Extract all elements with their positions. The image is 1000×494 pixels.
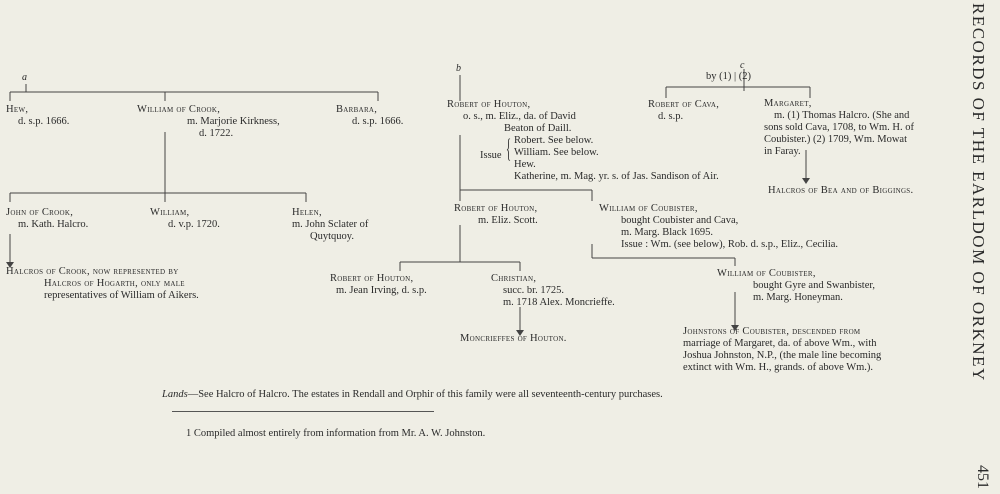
line: Halcros of Crook, now represented by	[6, 266, 179, 277]
line: marriage of Margaret, da. of above Wm., with	[683, 338, 877, 349]
person-name: Margaret,	[764, 98, 812, 109]
person-detail: m. Marg. Honeyman.	[753, 292, 843, 303]
person-name: John of Crook,	[6, 207, 74, 218]
person-name: Robert of Houton,	[454, 203, 538, 214]
branch-label-b: b	[456, 63, 461, 74]
person-detail: m. Kath. Halcro.	[18, 219, 89, 230]
issue-item: William. See below.	[514, 147, 599, 158]
person-margaret	[764, 98, 914, 158]
person-detail: m. 1718 Alex. Moncrieffe.	[503, 297, 615, 308]
person-name: William of Crook,	[137, 104, 221, 115]
person-detail: d. s.p.	[658, 111, 684, 122]
line: extinct with Wm. H., grands. of above Wm.).	[683, 362, 874, 373]
line: representatives of William of Aikers.	[44, 290, 199, 301]
person-detail: in Faray.	[764, 146, 801, 157]
line: Halcros of Hogarth, only male	[44, 278, 185, 289]
person-detail: m. John Sclater of	[292, 219, 369, 230]
page-number: 451	[974, 465, 991, 489]
person-detail: m. Eliz. Scott.	[478, 215, 538, 226]
person-detail: d. v.p. 1720.	[168, 219, 220, 230]
halcros-of-bea: Halcros of Bea and of Biggings.	[768, 185, 914, 196]
person-name: Helen,	[292, 207, 322, 218]
person-name: William,	[150, 207, 190, 218]
person-name: Barbara,	[336, 104, 378, 115]
footnote: 1 Compiled almost entirely from information from Mr. A. W. Johnston.	[186, 428, 486, 439]
person-detail: succ. br. 1725.	[503, 285, 564, 296]
by-label: by (1) | (2)	[706, 71, 751, 82]
halcros-of-crook	[6, 266, 199, 302]
by-word: by	[706, 71, 717, 82]
person-name: William of Coubister,	[599, 203, 698, 214]
line: Joshua Johnston, N.P., (the male line becoming	[683, 350, 882, 361]
person-name: Hew,	[6, 104, 29, 115]
person-detail: d. s.p. 1666.	[18, 116, 70, 127]
issue-brace: {	[506, 134, 511, 163]
person-detail: bought Coubister and Cava,	[621, 215, 739, 226]
person-detail: sons sold Cava, 1708, to Wm. H. of	[764, 122, 915, 133]
person-detail: Beaton of Daill.	[504, 123, 572, 134]
person-helen	[292, 207, 368, 243]
person-robert-of-houton-3	[330, 273, 427, 297]
person-barbara	[336, 104, 403, 128]
running-head: RECORDS OF THE EARLDOM OF ORKNEY	[969, 3, 988, 382]
branch-label-c: c	[740, 60, 745, 71]
lands-note	[162, 389, 663, 401]
by-one: (1)	[719, 71, 732, 82]
person-detail: m. Marjorie Kirkness,	[187, 116, 280, 127]
person-detail: Quytquoy.	[310, 231, 354, 242]
person-name: Robert of Houton,	[330, 273, 414, 284]
person-detail: Coubister.) (2) 1709, Wm. Mowat	[764, 134, 908, 145]
person-name: Christian,	[491, 273, 537, 284]
person-william-of-crook	[137, 104, 280, 140]
line: Johnstons of Coubister, descended from	[683, 326, 861, 337]
person-detail: m. Marg. Black 1695.	[621, 227, 713, 238]
person-name: Robert of Houton,	[447, 99, 531, 110]
issue-item: Robert. See below.	[514, 135, 594, 146]
person-detail: m. Jean Irving, d. s.p.	[336, 285, 427, 296]
by-two: (2)	[738, 71, 751, 82]
issue-item: Katherine, m. Mag. yr. s. of Jas. Sandison of Air.	[514, 171, 719, 182]
person-detail: m. (1) Thomas Halcro. (She and	[774, 110, 910, 121]
person-robert-of-houton-2	[454, 203, 538, 227]
person-robert-of-houton	[447, 99, 576, 135]
lands-text: —See Halcro of Halcro. The estates in Rendall and Orphir of this family were all seventeenth-century purchases.	[187, 389, 663, 400]
lands-label: Lands	[162, 389, 188, 400]
person-william	[150, 207, 220, 231]
issue-list	[514, 135, 719, 183]
person-detail: d. s.p. 1666.	[352, 116, 404, 127]
person-detail: d. 1722.	[199, 128, 234, 139]
footnote-rule	[172, 411, 434, 412]
person-detail: Issue : Wm. (see below), Rob. d. s.p., Eliz., Cecilia.	[621, 239, 839, 250]
person-hew	[6, 104, 69, 128]
person-robert-of-cava	[648, 99, 719, 123]
moncrieffes-of-houton: Moncrieffes of Houton.	[460, 333, 567, 344]
person-detail: bought Gyre and Swanbister,	[753, 280, 876, 291]
johnstons-of-coubister	[683, 326, 881, 374]
person-william-of-coubister-2	[717, 268, 875, 304]
person-christian	[491, 273, 615, 309]
issue-label: Issue	[480, 150, 502, 161]
issue-item: Hew.	[514, 159, 536, 170]
person-name: William of Coubister,	[717, 268, 816, 279]
person-detail: o. s., m. Eliz., da. of David	[463, 111, 576, 122]
person-name: Robert of Cava,	[648, 99, 720, 110]
branch-label-a: a	[22, 72, 27, 83]
person-john-of-crook	[6, 207, 88, 231]
person-william-of-coubister	[599, 203, 838, 251]
